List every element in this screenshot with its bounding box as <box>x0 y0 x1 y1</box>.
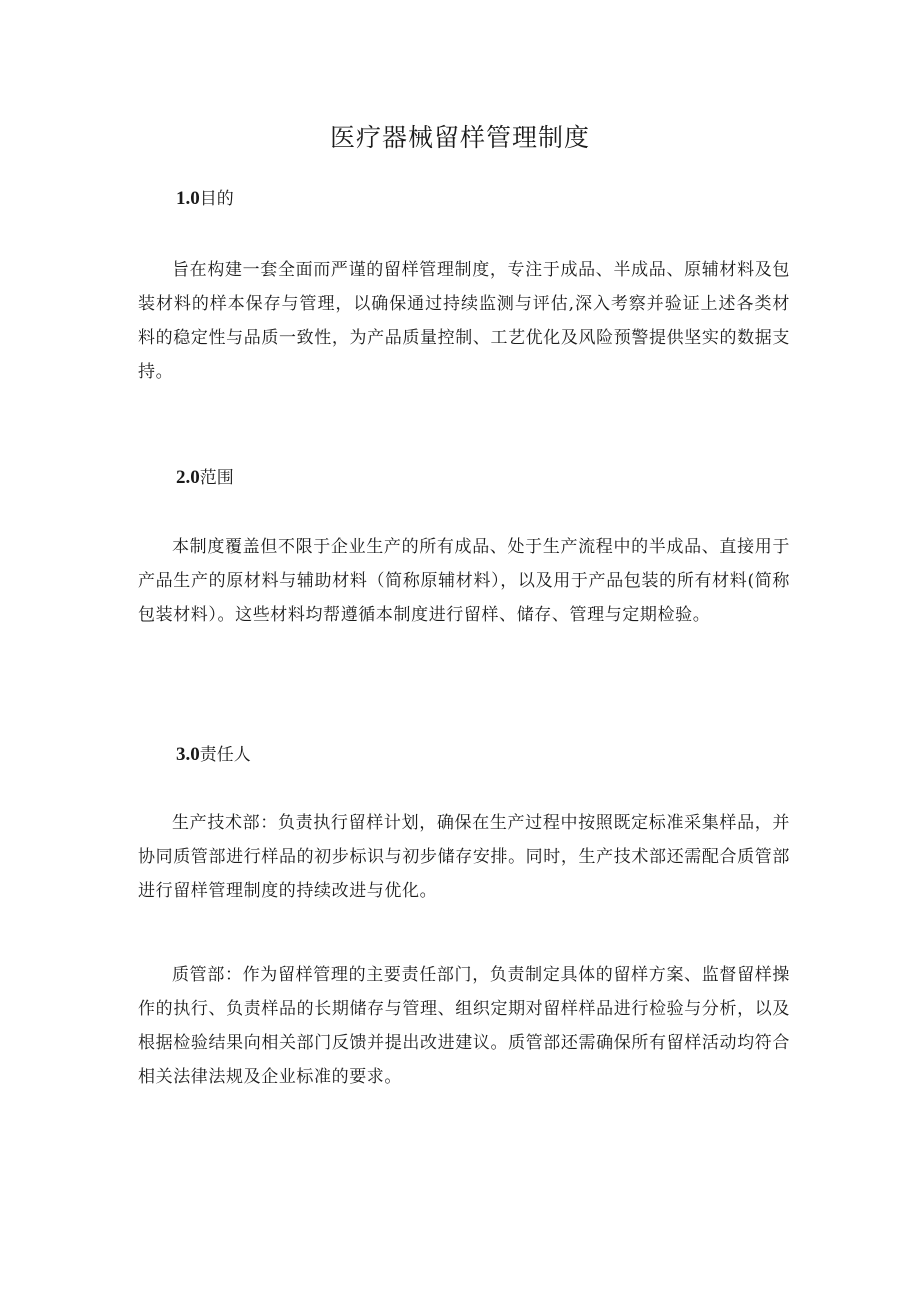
paragraph-production-dept: 生产技术部：负责执行留样计划，确保在生产过程中按照既定标准采集样品，并协同质管部进行样品的初步标识与初步储存安排。同时，生产技术部还需配合质管部进行留样管理制度的持续改进与优化。 <box>138 813 790 901</box>
section-number: 1.0 <box>176 188 200 209</box>
section-title: 目的 <box>199 189 234 209</box>
section-title: 责任人 <box>199 745 251 765</box>
section-heading-scope <box>176 465 234 491</box>
section-number: 3.0 <box>176 744 200 765</box>
section-title: 范围 <box>199 468 234 488</box>
paragraph-scope: 本制度覆盖但不限于企业生产的所有成品、处于生产流程中的半成品、直接用于产品生产的原材料与辅助材料（简称原辅材料），以及用于产品包装的所有材料(简称包装材料）。这些材料均帮遵循本制度进行留样、储存、管理与定期检验。 <box>138 537 790 625</box>
section-heading-purpose <box>176 186 234 212</box>
paragraph-quality-dept: 质管部：作为留样管理的主要责任部门，负责制定具体的留样方案、监督留样操作的执行、负责样品的长期储存与管理、组织定期对留样样品进行检验与分析，以及根据检验结果向相关部门反馈并提出改进建议。质管部还需确保所有留样活动均符合相关法律法规及企业标准的要求。 <box>138 965 790 1087</box>
section-heading-responsibility <box>176 742 251 768</box>
paragraph-purpose: 旨在构建一套全面而严谨的留样管理制度，专注于成品、半成品、原辅材料及包装材料的样本保存与管理，以确保通过持续监测与评估,深入考察并验证上述各类材料的稳定性与品质一致性，为产品质量控制、工艺优化及风险预警提供坚实的数据支持。 <box>138 260 790 382</box>
section-number: 2.0 <box>176 467 200 488</box>
document-title: 医疗器械留样管理制度 <box>329 123 590 152</box>
